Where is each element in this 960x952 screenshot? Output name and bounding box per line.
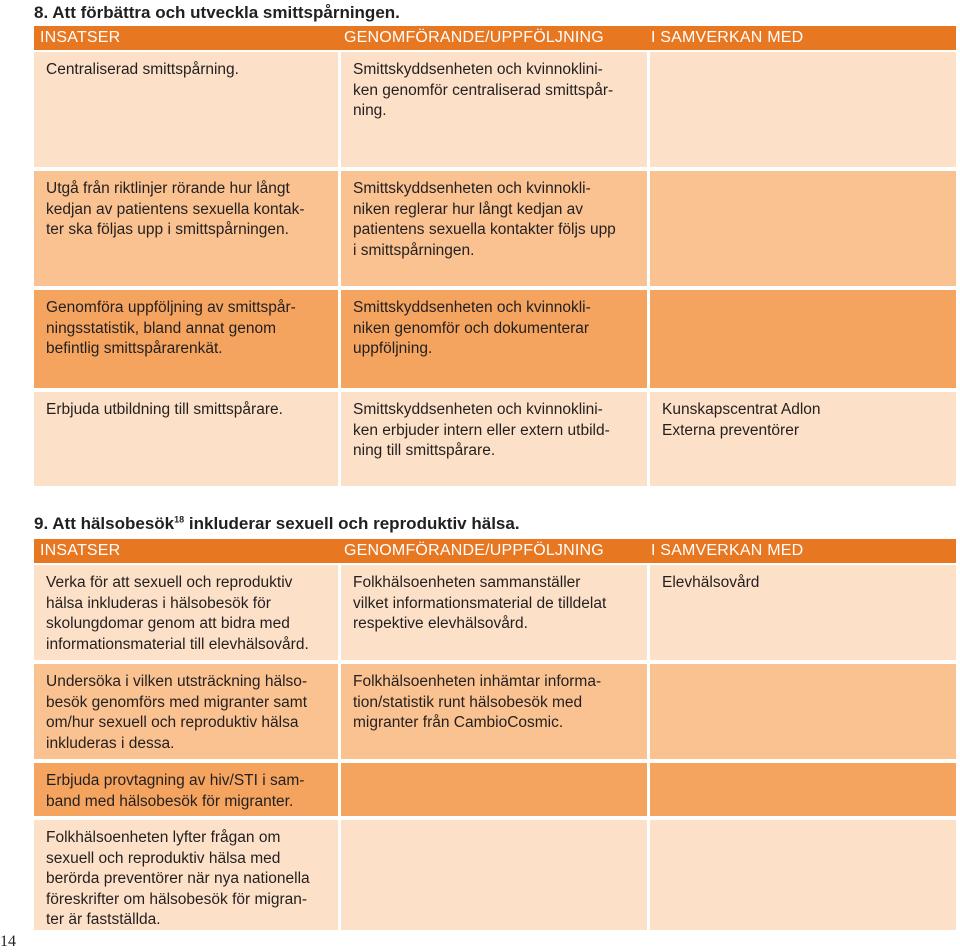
section-8-table xyxy=(34,26,956,490)
page-number: 14 xyxy=(0,933,16,950)
genomforande-cell: Smittskyddsenheten och kvinnoklini- ken genomför centraliserad smittspår- ning. xyxy=(341,52,647,167)
table-row xyxy=(34,565,956,660)
header-genomforande: GENOMFÖRANDE/UPPFÖLJNING xyxy=(344,542,604,559)
header-insatser: INSATSER xyxy=(40,542,121,559)
samverkan-cell: Elevhälsovård xyxy=(650,565,956,660)
table-row xyxy=(34,763,956,816)
section-9-title-end: inkluderar sexuell och reproduktiv hälsa. xyxy=(184,514,520,533)
section-9-title xyxy=(34,514,520,534)
table-row xyxy=(34,664,956,759)
header-genomforande: GENOMFÖRANDE/UPPFÖLJNING xyxy=(344,29,604,46)
insats-cell: Centraliserad smittspårning. xyxy=(34,52,338,167)
samverkan-cell xyxy=(650,52,956,167)
samverkan-cell xyxy=(650,763,956,816)
insats-cell: Undersöka i vilken utsträckning hälso- besök genomförs med migranter samt om/hur sexuell och reproduktiv hälsa inkluderas i dessa. xyxy=(34,664,338,759)
section-9-header xyxy=(34,539,956,563)
footnote-ref: 18 xyxy=(174,514,185,525)
insats-cell: Erbjuda provtagning av hiv/STI i sam- band med hälsobesök för migranter. xyxy=(34,763,338,816)
table-row xyxy=(34,52,956,167)
genomforande-cell: Smittskyddsenheten och kvinnokli- niken reglerar hur långt kedjan av patientens sexuella kontakter följs upp i smittspårningen. xyxy=(341,171,647,286)
table-row xyxy=(34,392,956,486)
insats-cell: Verka för att sexuell och reproduktiv hälsa inkluderas i hälsobesök för skolungdomar genom att bidra med informationsmaterial till elevhälsovård. xyxy=(34,565,338,660)
header-samverkan: I SAMVERKAN MED xyxy=(651,29,804,46)
header-samverkan: I SAMVERKAN MED xyxy=(651,542,804,559)
genomforande-cell: Smittskyddsenheten och kvinnoklini- ken erbjuder intern eller extern utbild- ning till smittspårare. xyxy=(341,392,647,486)
table-row xyxy=(34,171,956,286)
insats-cell: Folkhälsoenheten lyfter frågan om sexuell och reproduktiv hälsa med berörda preventörer när nya nationella föreskrifter om hälsobesök för migran- ter är fastställda. xyxy=(34,820,338,930)
insats-cell: Utgå från riktlinjer rörande hur långt kedjan av patientens sexuella kontak- ter ska följas upp i smittspårningen. xyxy=(34,171,338,286)
samverkan-cell xyxy=(650,290,956,388)
samverkan-cell xyxy=(650,171,956,286)
samverkan-cell xyxy=(650,664,956,759)
table-row xyxy=(34,820,956,930)
section-8-title: 8. Att förbättra och utveckla smittspårningen. xyxy=(34,3,400,22)
table-row xyxy=(34,290,956,388)
section-9-table xyxy=(34,539,956,934)
section-8-header xyxy=(34,26,956,50)
genomforande-cell xyxy=(341,763,647,816)
insats-cell: Genomföra uppföljning av smittspår- ningsstatistik, bland annat genom befintlig smittspårarenkät. xyxy=(34,290,338,388)
header-insatser: INSATSER xyxy=(40,29,121,46)
genomforande-cell: Folkhälsoenheten inhämtar informa- tion/statistik runt hälsobesök med migranter från CambioCosmic. xyxy=(341,664,647,759)
genomforande-cell: Smittskyddsenheten och kvinnokli- niken genomför och dokumenterar uppföljning. xyxy=(341,290,647,388)
insats-cell: Erbjuda utbildning till smittspårare. xyxy=(34,392,338,486)
samverkan-cell xyxy=(650,820,956,930)
genomforande-cell: Folkhälsoenheten sammanställer vilket informationsmaterial de tilldelat respektive elevhälsovård. xyxy=(341,565,647,660)
section-9-title-start: 9. Att hälsobesök xyxy=(34,514,175,533)
samverkan-cell: Kunskapscentrat Adlon Externa preventörer xyxy=(650,392,956,486)
genomforande-cell xyxy=(341,820,647,930)
